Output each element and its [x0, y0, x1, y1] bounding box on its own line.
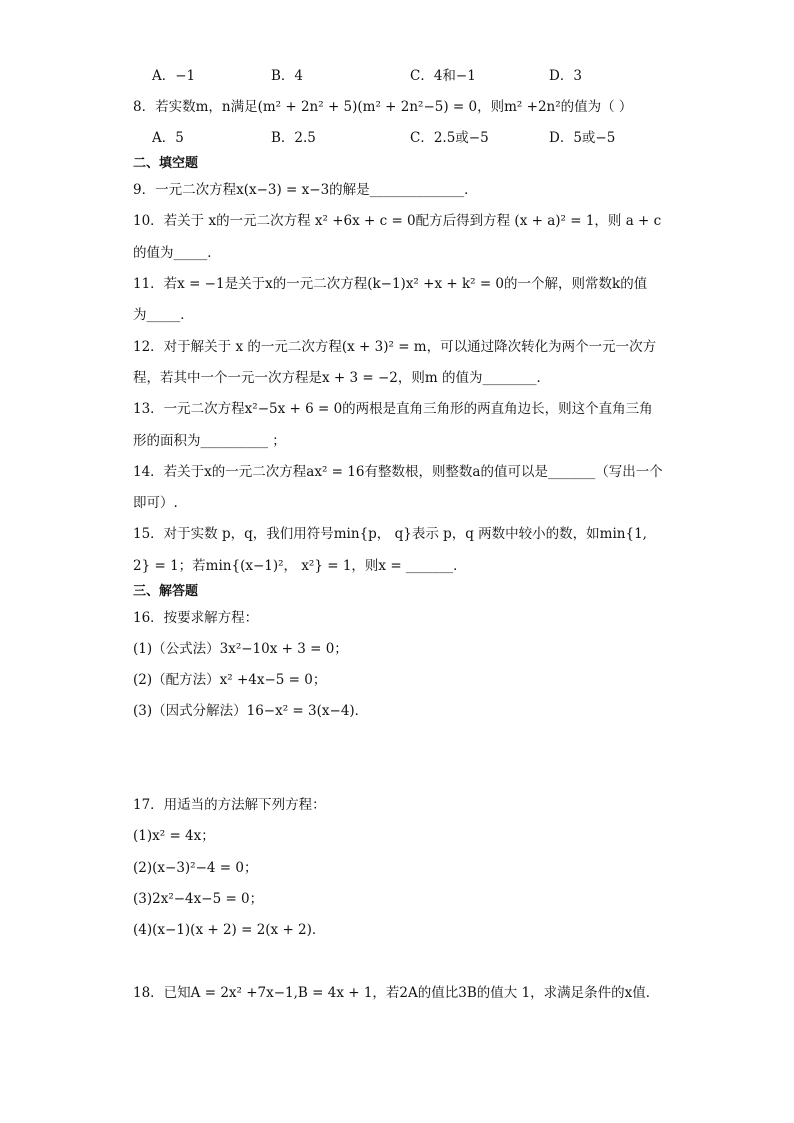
q17-stem: 17．用适当的方法解下列方程：	[133, 797, 326, 813]
q17-part-2: (2)(x−3)²−4 = 0；	[133, 860, 258, 876]
q7-option-a: A．−1	[152, 68, 196, 84]
q15-line-1: 15．对于实数 p，q，我们用符号min{p， q}表示 p，q 两数中较小的数，如min{1,	[133, 526, 647, 542]
q7-option-c: C．4和−1	[410, 68, 476, 84]
q15-line-2: 2} = 1；若min{(x−1)²， x²} = 1，则x = _______．	[133, 558, 467, 574]
q11-line-2: 为_____．	[133, 307, 194, 323]
q8-option-a: A．5	[152, 130, 184, 146]
section-title-fill-in: 二、填空题	[133, 156, 199, 171]
q10-line-1: 10．若关于 x的一元二次方程 x² +6x + c = 0配方后得到方程 (x + a)² = 1，则 a + c	[133, 213, 662, 229]
q12-line-1: 12．对于解关于 x 的一元二次方程(x + 3)² = m，可以通过降次转化为两个一元一次方	[133, 339, 657, 355]
q16-part-3: (3)（因式分解法）16−x² = 3(x−4)．	[133, 703, 369, 719]
q18: 18．已知A = 2x² +7x−1,B = 4x + 1，若2A的值比3B的值大 1，求满足条件的x值．	[133, 985, 660, 1001]
q8-option-c: C．2.5或−5	[410, 130, 489, 146]
q8-option-d: D．5或−5	[549, 130, 616, 146]
q17-part-3: (3)2x²−4x−5 = 0；	[133, 891, 264, 907]
q9: 9．一元二次方程x(x−3) = x−3的解是______________．	[133, 182, 478, 198]
q14-line-1: 14．若关于x的一元二次方程ax² = 16有整数根，则整数a的值可以是_______（写出一个	[133, 464, 663, 480]
q11-line-1: 11．若x = −1是关于x的一元二次方程(k−1)x² +x + k² = 0的一个解，则常数k的值	[133, 276, 648, 292]
q8-option-b: B．2.5	[271, 130, 316, 146]
q17-part-4: (4)(x−1)(x + 2) = 2(x + 2)．	[133, 922, 326, 938]
q17-part-1: (1)x² = 4x；	[133, 828, 215, 844]
q16-stem: 16．按要求解方程：	[133, 610, 259, 626]
q8-stem: 8．若实数m，n满足(m² + 2n² + 5)(m² + 2n²−5) = 0，则m² +2n²的值为（ ）	[133, 99, 633, 115]
q7-option-d: D．3	[549, 68, 582, 84]
q16-part-2: (2)（配方法）x² +4x−5 = 0；	[133, 672, 327, 688]
q13-line-1: 13．一元二次方程x²−5x + 6 = 0的两根是直角三角形的两直角边长，则这个直角三角	[133, 401, 653, 417]
q16-part-1: (1)（公式法）3x²−10x + 3 = 0；	[133, 641, 348, 657]
q13-line-2: 形的面积为__________ ；	[133, 433, 286, 449]
section-title-solve: 三、解答题	[133, 584, 199, 599]
q12-line-2: 程，若其中一个一元一次方程是x + 3 = −2，则m 的值为________．	[133, 370, 550, 386]
q14-line-2: 即可）.	[133, 495, 178, 511]
q7-option-b: B．4	[271, 68, 304, 84]
q10-line-2: 的值为_____．	[133, 245, 221, 261]
